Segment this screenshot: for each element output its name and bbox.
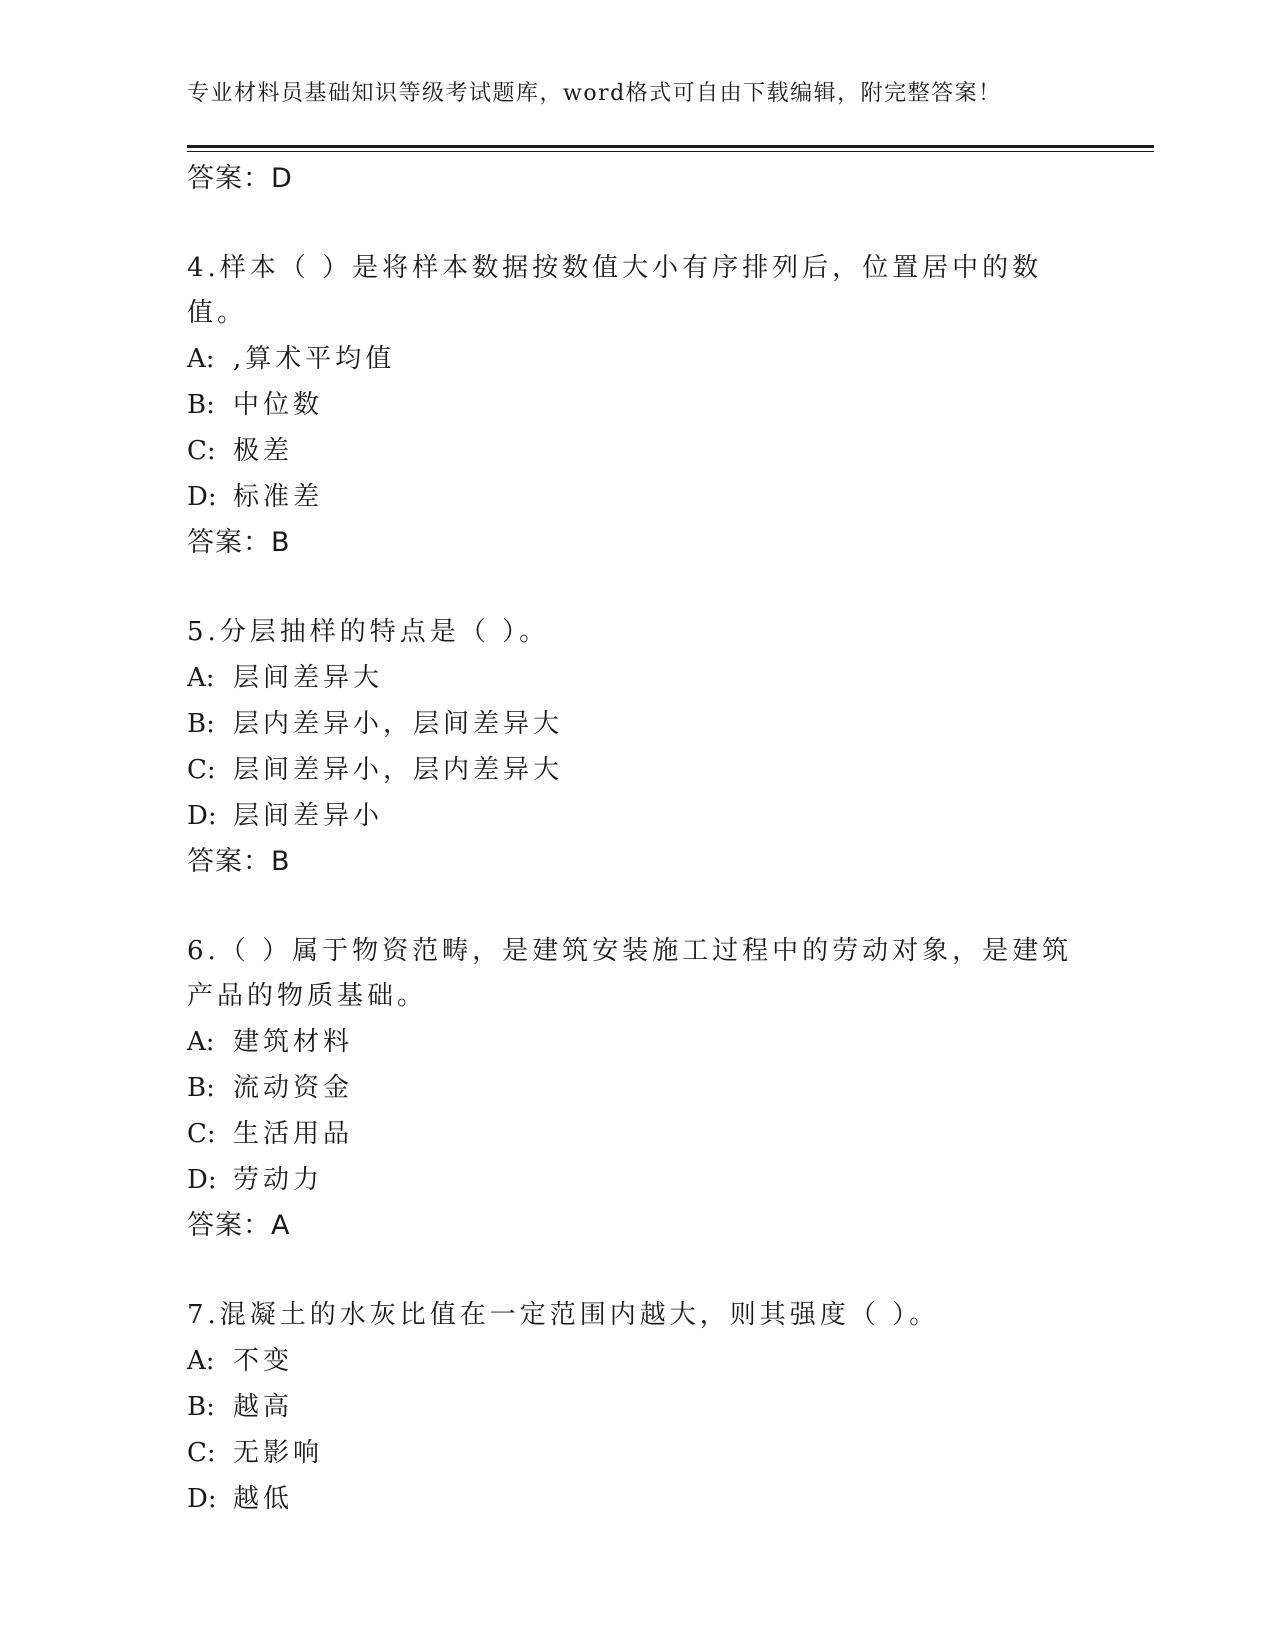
question-text: 7.混凝土的水灰比值在一定范围内越大，则其强度（ ）。 <box>187 1300 940 1330</box>
header-rule-thick <box>187 145 1154 148</box>
option-key: B: <box>187 1392 215 1422</box>
option-b <box>187 1065 1087 1111</box>
question-list <box>187 156 1087 1522</box>
answer-line: 答案：B <box>187 527 291 558</box>
option-text: 劳动力 <box>233 1165 324 1195</box>
option-a <box>187 655 1087 701</box>
option-key: A: <box>187 344 215 374</box>
header-rule-thin <box>187 151 1154 152</box>
question-text: 6.（ ）属于物资范畴，是建筑安装施工过程中的劳动对象，是建筑产品的物质基础。 <box>187 936 1073 1011</box>
option-key: C: <box>187 755 216 785</box>
option-c <box>187 747 1087 793</box>
question-block <box>187 1293 1087 1522</box>
question-block <box>187 610 1087 885</box>
option-key: C: <box>187 1119 216 1149</box>
option-text: ,算术平均值 <box>233 344 396 374</box>
option-key: D: <box>187 801 217 831</box>
answer-line: 答案：A <box>187 1210 291 1241</box>
option-text: 层间差异小，层内差异大 <box>233 755 564 785</box>
option-key: C: <box>187 1438 216 1468</box>
option-d <box>187 474 1087 520</box>
option-b <box>187 1384 1087 1430</box>
option-d <box>187 793 1087 839</box>
question-block <box>187 929 1087 1249</box>
option-text: 越高 <box>233 1392 294 1422</box>
option-key: A: <box>187 1027 215 1057</box>
question-text: 4.样本（ ）是将样本数据按数值大小有序排列后，位置居中的数值。 <box>187 253 1043 328</box>
option-key: B: <box>187 1073 215 1103</box>
page-header: 专业材料员基础知识等级考试题库，word格式可自由下载编辑，附完整答案！ <box>187 81 1002 106</box>
option-text: 层间差异大 <box>233 663 384 693</box>
answer-line: 答案：B <box>187 846 291 877</box>
question-text: 5.分层抽样的特点是（ ）。 <box>187 617 550 647</box>
option-text: 标准差 <box>233 482 324 512</box>
option-b <box>187 382 1087 428</box>
answer-line: 答案：D <box>187 163 293 194</box>
option-key: D: <box>187 1165 217 1195</box>
option-d <box>187 1476 1087 1522</box>
option-text: 流动资金 <box>233 1073 354 1103</box>
option-a <box>187 336 1087 382</box>
option-key: A: <box>187 663 215 693</box>
option-c <box>187 1430 1087 1476</box>
option-a <box>187 1019 1087 1065</box>
option-text: 层间差异小 <box>233 801 384 831</box>
option-c <box>187 1111 1087 1157</box>
option-a <box>187 1338 1087 1384</box>
question-block <box>187 246 1087 566</box>
option-key: D: <box>187 1484 217 1514</box>
option-text: 不变 <box>233 1346 294 1376</box>
option-text: 层内差异小，层间差异大 <box>233 709 564 739</box>
option-key: B: <box>187 709 215 739</box>
option-text: 极差 <box>233 436 294 466</box>
option-text: 中位数 <box>233 390 324 420</box>
option-text: 建筑材料 <box>233 1027 354 1057</box>
option-text: 无影响 <box>233 1438 324 1468</box>
option-text: 生活用品 <box>233 1119 354 1149</box>
option-c <box>187 428 1087 474</box>
option-key: B: <box>187 390 215 420</box>
option-text: 越低 <box>233 1484 294 1514</box>
option-key: A: <box>187 1346 215 1376</box>
option-d <box>187 1157 1087 1203</box>
option-key: C: <box>187 436 216 466</box>
option-b <box>187 701 1087 747</box>
option-key: D: <box>187 482 217 512</box>
